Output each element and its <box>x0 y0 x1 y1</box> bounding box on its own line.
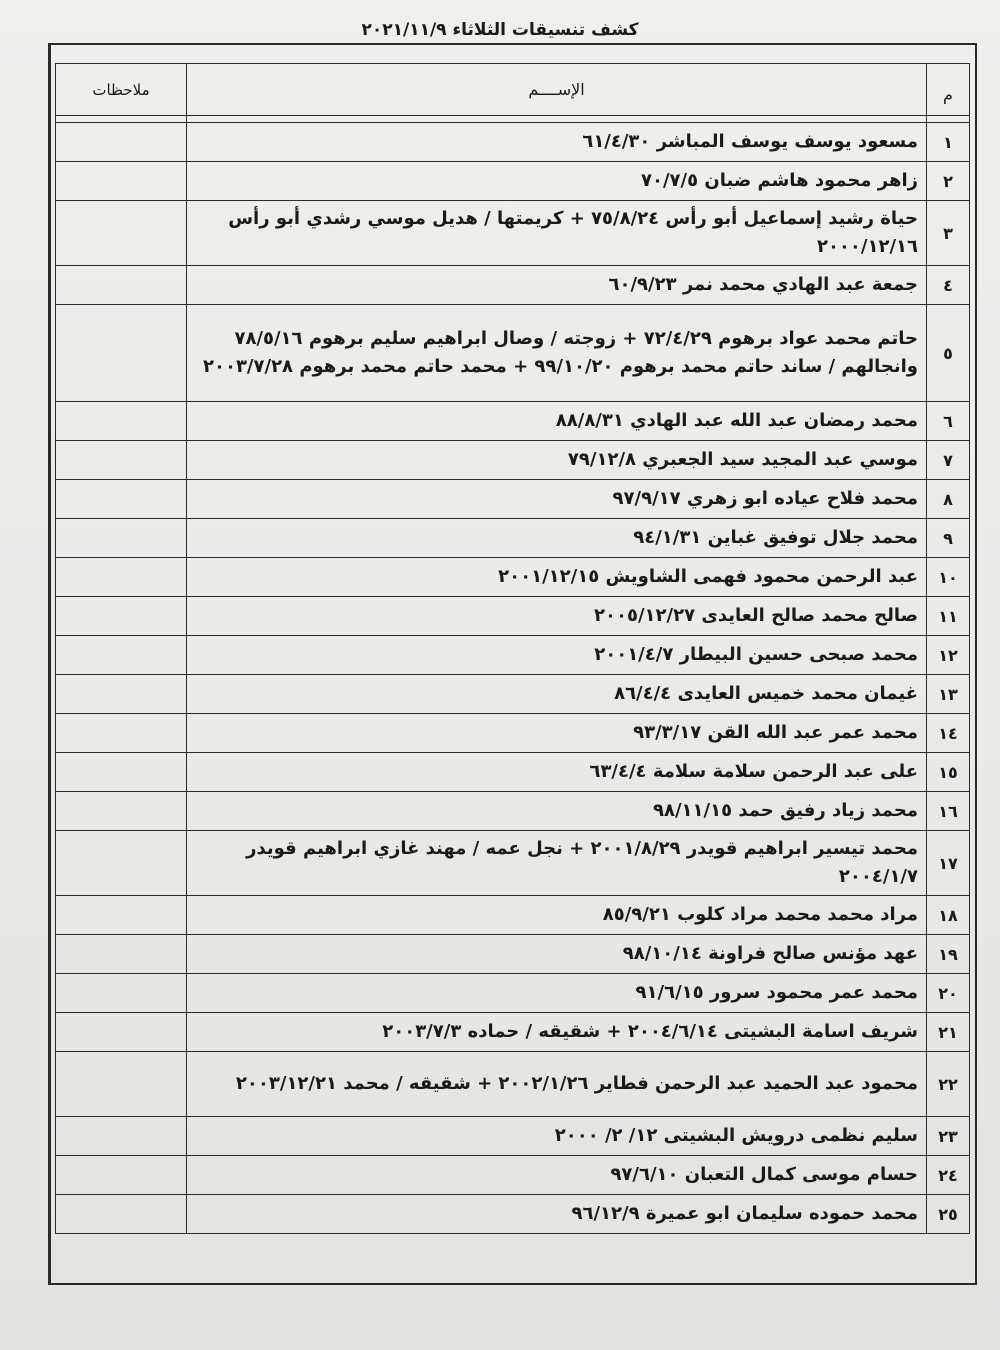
row-notes <box>56 402 187 441</box>
table-row <box>56 123 970 162</box>
row-notes <box>56 201 187 266</box>
table-row <box>56 896 970 935</box>
row-name: غيمان محمد خميس العايدى ٨٦/٤/٤ <box>187 675 927 714</box>
row-number: ١٣ <box>927 675 970 714</box>
row-number: ١٨ <box>927 896 970 935</box>
table-frame <box>48 43 977 1285</box>
table-row <box>56 935 970 974</box>
row-notes <box>56 1117 187 1156</box>
row-name: موسي عبد المجيد سيد الجعبري ٧٩/١٢/٨ <box>187 441 927 480</box>
table-row <box>56 266 970 305</box>
table-row <box>56 792 970 831</box>
row-number: ٩ <box>927 519 970 558</box>
row-number: ٧ <box>927 441 970 480</box>
row-name: جمعة عبد الهادي محمد نمر ٦٠/٩/٢٣ <box>187 266 927 305</box>
table-row <box>56 305 970 402</box>
row-name: محمد جلال توفيق غباين ٩٤/١/٣١ <box>187 519 927 558</box>
row-name: محمد صبحى حسين البيطار ٢٠٠١/٤/٧ <box>187 636 927 675</box>
table-row <box>56 162 970 201</box>
row-notes <box>56 675 187 714</box>
row-notes <box>56 753 187 792</box>
header-name-label: الإســــم <box>528 80 585 99</box>
roster-table <box>55 63 970 1234</box>
row-number: ٢ <box>927 162 970 201</box>
header-name <box>187 64 927 116</box>
document-title: كشف تنسيقات الثلاثاء ٢٠٢١/١١/٩ <box>361 20 639 40</box>
table-row <box>56 558 970 597</box>
row-name: مراد محمد محمد مراد كلوب ٨٥/٩/٢١ <box>187 896 927 935</box>
table-row <box>56 1195 970 1234</box>
row-notes <box>56 831 187 896</box>
header-number: م <box>927 64 970 116</box>
header-row <box>56 64 970 116</box>
row-notes <box>56 714 187 753</box>
row-name: محمد تيسير ابراهيم قويدر ٢٠٠١/٨/٢٩ + نجل عمه / مهند غازي ابراهيم قويدر ٢٠٠٤/١/٧ <box>187 831 927 896</box>
row-name: محمد فلاح عياده ابو زهري ٩٧/٩/١٧ <box>187 480 927 519</box>
row-number: ٢٠ <box>927 974 970 1013</box>
row-name: محمد رمضان عبد الله عبد الهادي ٨٨/٨/٣١ <box>187 402 927 441</box>
row-number: ٨ <box>927 480 970 519</box>
table-row <box>56 480 970 519</box>
table-row <box>56 1052 970 1117</box>
row-notes <box>56 480 187 519</box>
row-number: ١٢ <box>927 636 970 675</box>
table-row <box>56 402 970 441</box>
row-name: محمد عمر محمود سرور ٩١/٦/١٥ <box>187 974 927 1013</box>
table-row <box>56 519 970 558</box>
table-row <box>56 974 970 1013</box>
row-number: ١١ <box>927 597 970 636</box>
row-name: حياة رشيد إسماعيل أبو رأس ٧٥/٨/٢٤ + كريمتها / هديل موسي رشدي أبو رأس ٢٠٠٠/١٢/١٦ <box>187 201 927 266</box>
table-row <box>56 675 970 714</box>
table-row <box>56 597 970 636</box>
row-notes <box>56 266 187 305</box>
row-number: ٢٤ <box>927 1156 970 1195</box>
row-name: محمد حموده سليمان ابو عميرة ٩٦/١٢/٩ <box>187 1195 927 1234</box>
row-number: ٣ <box>927 201 970 266</box>
table-row <box>56 753 970 792</box>
row-name: حسام موسى كمال التعبان ٩٧/٦/١٠ <box>187 1156 927 1195</box>
row-name: حاتم محمد عواد برهوم ٧٢/٤/٢٩ + زوجته / وصال ابراهيم سليم برهوم ٧٨/٥/١٦ وانجالهم / ساند حاتم محمد برهوم ٩٩/١٠/٢٠ + محمد حاتم محمد برهوم ٢٠٠٣/٧/٢٨ <box>187 305 927 402</box>
row-name: مسعود يوسف يوسف المباشر ٦١/٤/٣٠ <box>187 123 927 162</box>
row-name: محمود عبد الحميد عبد الرحمن فطاير ٢٠٠٢/١/٢٦ + شقيقه / محمد ٢٠٠٣/١٢/٢١ <box>187 1052 927 1117</box>
row-name: عبد الرحمن محمود فهمى الشاويش ٢٠٠١/١٢/١٥ <box>187 558 927 597</box>
header-spacer <box>56 116 970 123</box>
row-number: ٢١ <box>927 1013 970 1052</box>
row-number: ١٦ <box>927 792 970 831</box>
row-notes <box>56 896 187 935</box>
row-number: ٢٢ <box>927 1052 970 1117</box>
row-notes <box>56 1156 187 1195</box>
row-name: زاهر محمود هاشم ضبان ٧٠/٧/٥ <box>187 162 927 201</box>
row-notes <box>56 162 187 201</box>
row-notes <box>56 441 187 480</box>
table-row <box>56 1013 970 1052</box>
row-name: محمد زياد رفيق حمد ٩٨/١١/١٥ <box>187 792 927 831</box>
table-row <box>56 636 970 675</box>
row-name: سليم نظمى درويش البشيتى ١٢/ ٢/ ٢٠٠٠ <box>187 1117 927 1156</box>
row-notes <box>56 636 187 675</box>
row-notes <box>56 123 187 162</box>
row-number: ٢٣ <box>927 1117 970 1156</box>
row-number: ١٥ <box>927 753 970 792</box>
row-notes <box>56 1195 187 1234</box>
table-row <box>56 201 970 266</box>
table-row <box>56 441 970 480</box>
row-notes <box>56 597 187 636</box>
row-number: ١٤ <box>927 714 970 753</box>
row-number: ٢٥ <box>927 1195 970 1234</box>
row-name: على عبد الرحمن سلامة سلامة ٦٣/٤/٤ <box>187 753 927 792</box>
row-notes <box>56 792 187 831</box>
row-number: ٤ <box>927 266 970 305</box>
row-notes <box>56 558 187 597</box>
row-notes <box>56 935 187 974</box>
row-number: ١ <box>927 123 970 162</box>
table-row <box>56 1156 970 1195</box>
row-name: صالح محمد صالح العايدى ٢٠٠٥/١٢/٢٧ <box>187 597 927 636</box>
row-notes <box>56 519 187 558</box>
row-number: ١٠ <box>927 558 970 597</box>
table-row <box>56 1117 970 1156</box>
header-notes: ملاحظات <box>56 64 187 116</box>
table-row <box>56 714 970 753</box>
roster-body <box>56 123 970 1234</box>
row-name: شريف اسامة البشيتى ٢٠٠٤/٦/١٤ + شقيقه / حماده ٢٠٠٣/٧/٣ <box>187 1013 927 1052</box>
row-notes <box>56 1052 187 1117</box>
row-name: عهد مؤنس صالح فراونة ٩٨/١٠/١٤ <box>187 935 927 974</box>
row-number: ١٧ <box>927 831 970 896</box>
row-notes <box>56 974 187 1013</box>
row-notes <box>56 305 187 402</box>
row-number: ٥ <box>927 305 970 402</box>
row-number: ١٩ <box>927 935 970 974</box>
row-notes <box>56 1013 187 1052</box>
row-number: ٦ <box>927 402 970 441</box>
row-name: محمد عمر عبد الله القن ٩٣/٣/١٧ <box>187 714 927 753</box>
table-row <box>56 831 970 896</box>
